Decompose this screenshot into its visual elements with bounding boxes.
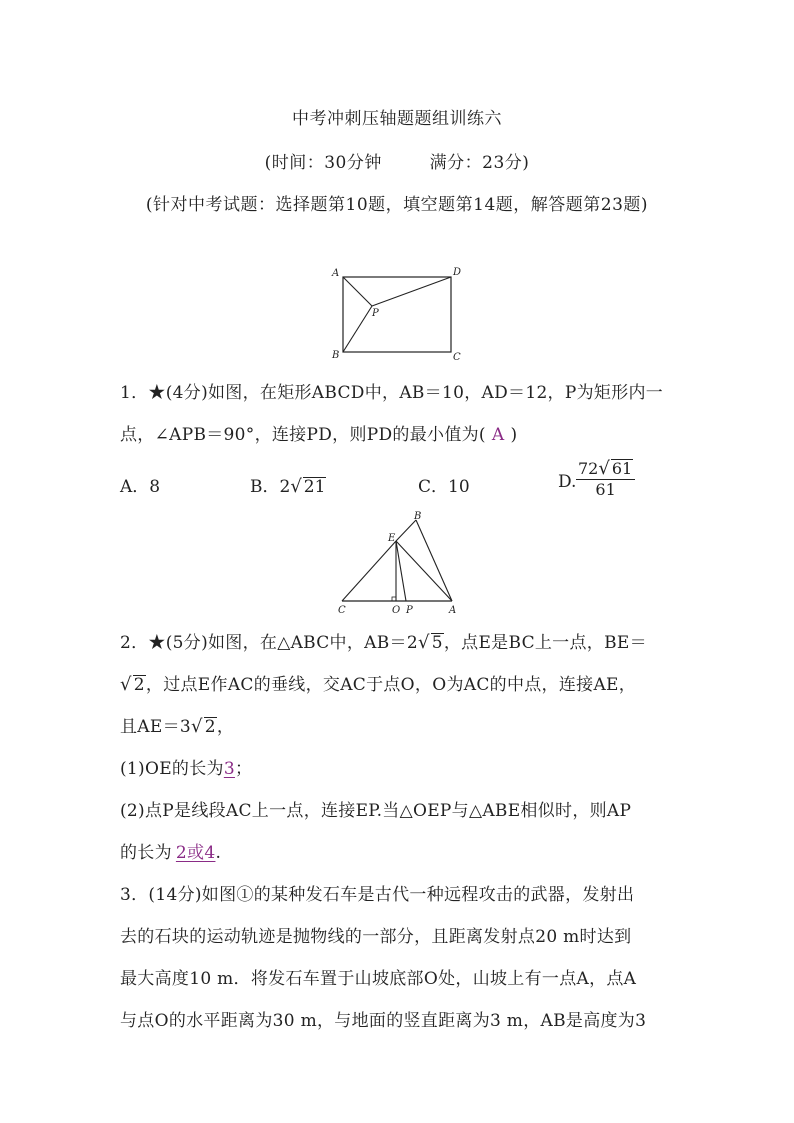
q2-line2 — [120, 670, 680, 695]
label-e: E — [388, 533, 396, 544]
q2-line3-radicand: 2 — [204, 717, 216, 737]
page-title: 中考冲刺压轴题题组训练六 — [292, 109, 502, 129]
label-b: B — [332, 350, 340, 361]
q1-option-d-fraction — [576, 458, 635, 499]
label-c: C — [453, 352, 461, 363]
q1-option-a: A．8 — [120, 477, 161, 497]
q3-line1: 3．(14分)如图①的某种发石车是古代一种远程攻击的武器，发射出 — [120, 885, 635, 905]
q2-line2-radicand: 2 — [133, 675, 145, 695]
q1-line1: 1．★(4分)如图，在矩形ABCD中，AB＝10，AD＝12，P为矩形内一 — [120, 383, 664, 403]
q2-line3-text: 且AE＝3 — [120, 717, 192, 737]
full-score: 满分：23分) — [429, 153, 530, 173]
q2-line1 — [120, 628, 680, 653]
q2-part2: (2)点P是线段AC上一点，连接EP.当△OEP与△ABE相似时，则AP — [120, 801, 632, 821]
sqrt-symbol: √ — [417, 632, 430, 653]
sqrt-symbol: √ — [191, 716, 203, 737]
q1-option-d-prefix: D. — [558, 472, 577, 492]
q2-part1-tail: ； — [234, 759, 253, 779]
q2-part2-answer: 2或4 — [175, 843, 216, 863]
time-score-line — [0, 148, 794, 173]
time-limit: (时间：30分钟 — [264, 153, 382, 173]
q2-part2-answer-line — [120, 838, 680, 863]
q2-line3 — [120, 712, 680, 737]
sqrt-symbol: √ — [598, 458, 610, 479]
q2-line1-tail: ，点E是BC上一点，BE＝ — [443, 633, 647, 653]
label-b: B — [414, 511, 422, 522]
q3-line4: 与点O的水平距离为30 m，与地面的竖直距离为3 m，AB是高度为3 — [120, 1011, 647, 1031]
label-c: C — [338, 605, 346, 616]
q1-option-b — [250, 472, 326, 497]
q3-line3: 最大高度10 m．将发石车置于山坡底部O处，山坡上有一点A，点A — [120, 969, 637, 989]
figure-triangle — [330, 510, 470, 618]
q1-option-b-prefix: B．2 — [250, 477, 291, 497]
q2-part1-text: (1)OE的长为 — [120, 759, 224, 779]
q2-line1-text: 2．★(5分)如图，在△ABC中，AB＝2 — [120, 633, 418, 653]
label-p: P — [372, 308, 379, 319]
q1-line2 — [120, 420, 680, 445]
q3-line2: 去的石块的运动轨迹是抛物线的一部分，且距离发射点20 m时达到 — [120, 927, 632, 947]
q1-option-c: C．10 — [418, 477, 470, 497]
q1-option-b-radicand: 21 — [303, 477, 326, 497]
label-d: D — [453, 267, 462, 278]
q2-part1 — [120, 754, 680, 779]
q2-line1-radicand: 5 — [431, 633, 443, 653]
fraction-numerator: 72√ 61 — [576, 458, 635, 480]
q1-line2-text: 点，∠APB＝90°，连接PD，则PD的最小值为( — [120, 425, 486, 445]
q2-line3-tail: ， — [216, 717, 235, 737]
label-o: O — [392, 605, 401, 616]
sqrt-symbol: √ — [290, 476, 302, 497]
q2-line2-text: ，过点E作AC的垂线，交AC于点O，O为AC的中点，连接AE， — [145, 675, 637, 695]
fraction-denominator: 61 — [595, 480, 616, 499]
label-a: A — [332, 268, 340, 279]
q1-close-paren: ) — [510, 425, 518, 445]
sqrt-symbol: √ — [120, 674, 132, 695]
q2-part2-tail: . — [215, 843, 222, 863]
figure-rectangle — [328, 264, 468, 364]
q2-part1-answer: 3 — [223, 759, 235, 779]
q2-part2-text: 的长为 — [120, 843, 172, 863]
target-note: (针对中考试题：选择题第10题，填空题第14题，解答题第23题) — [145, 195, 649, 215]
label-p: P — [406, 605, 413, 616]
q1-answer: A — [491, 425, 505, 445]
label-a: A — [449, 605, 457, 616]
